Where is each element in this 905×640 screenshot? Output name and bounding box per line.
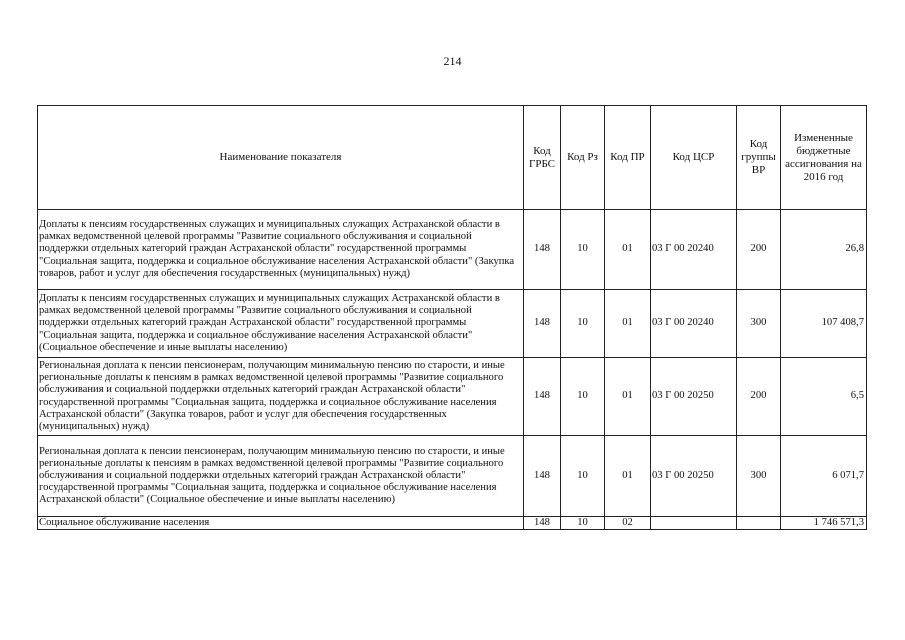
row-amount: 26,8 — [781, 210, 867, 290]
page-number: 214 — [443, 54, 462, 68]
table-row — [38, 436, 867, 517]
row-name: Доплаты к пенсиям государственных служащих и муниципальных служащих Астраханской области в рамках ведомственной целевой программы "Развитие социального обслуживания и социальной поддержки отдельных категорий граждан Астраханской области" государственной программы "Социальная защита, поддержка и социальное обслуживание населения Астраханской области" (Социальное обеспечение и иные выплаты населению) — [38, 290, 524, 358]
row-name: Социальное обслуживание населения — [38, 517, 524, 530]
row-name: Доплаты к пенсиям государственных служащих и муниципальных служащих Астраханской области в рамках ведомственной целевой программы "Развитие социального обслуживания и социальной поддержки отдельных категорий граждан Астраханской области" государственной программы "Социальная защита, поддержка и социальное обслуживание населения Астраханской области" (Закупка товаров, работ и услуг для обеспечения государственных (муниципальных) нужд) — [38, 210, 524, 290]
row-rz: 10 — [561, 436, 605, 517]
table-row — [38, 210, 867, 290]
row-amount: 6 071,7 — [781, 436, 867, 517]
row-pr: 01 — [605, 290, 651, 358]
row-amount: 107 408,7 — [781, 290, 867, 358]
row-vr: 300 — [737, 436, 781, 517]
row-pr: 01 — [605, 210, 651, 290]
table-header-row — [38, 106, 867, 210]
row-grbs: 148 — [524, 210, 561, 290]
row-vr: 200 — [737, 210, 781, 290]
table-row — [38, 517, 867, 530]
header-amount: Измененные бюджетные ассигнования на 2016 год — [781, 106, 867, 210]
row-rz: 10 — [561, 517, 605, 530]
row-name: Региональная доплата к пенсии пенсионерам, получающим минимальную пенсию по старости, и иные региональные доплаты к пенсиям в рамках ведомственной целевой программы "Развитие социального обслуживания и социальной поддержки отдельных категорий граждан Астраханской области" государственной программы "Социальная защита, поддержка и социальное обслуживание населения Астраханской области" (Социальное обеспечение и иные выплаты населению) — [38, 436, 524, 517]
row-amount: 6,5 — [781, 358, 867, 436]
budget-allocation-table — [37, 105, 867, 530]
row-vr: 300 — [737, 290, 781, 358]
row-csr: 03 Г 00 20240 — [651, 290, 737, 358]
row-name: Региональная доплата к пенсии пенсионерам, получающим минимальную пенсию по старости, и иные региональные доплаты к пенсиям в рамках ведомственной целевой программы "Развитие социального обслуживания и социальной поддержки отдельных категорий граждан Астраханской области" государственной программы "Социальная защита, поддержка и социальное обслуживание населения Астраханской области" (Закупка товаров, работ и услуг для обеспечения государственных (муниципальных) нужд) — [38, 358, 524, 436]
row-grbs: 148 — [524, 517, 561, 530]
row-rz: 10 — [561, 290, 605, 358]
table-row — [38, 290, 867, 358]
row-vr — [737, 517, 781, 530]
row-vr: 200 — [737, 358, 781, 436]
header-rz: Код Рз — [561, 106, 605, 210]
table-row — [38, 358, 867, 436]
row-grbs: 148 — [524, 290, 561, 358]
row-csr: 03 Г 00 20240 — [651, 210, 737, 290]
row-amount: 1 746 571,3 — [781, 517, 867, 530]
header-name: Наименование показателя — [38, 106, 524, 210]
header-pr: Код ПР — [605, 106, 651, 210]
row-pr: 01 — [605, 436, 651, 517]
row-grbs: 148 — [524, 358, 561, 436]
row-csr: 03 Г 00 20250 — [651, 358, 737, 436]
row-pr: 01 — [605, 358, 651, 436]
row-rz: 10 — [561, 210, 605, 290]
row-pr: 02 — [605, 517, 651, 530]
header-vr: Код группы ВР — [737, 106, 781, 210]
header-csr: Код ЦСР — [651, 106, 737, 210]
row-grbs: 148 — [524, 436, 561, 517]
row-csr — [651, 517, 737, 530]
header-grbs: Код ГРБС — [524, 106, 561, 210]
row-rz: 10 — [561, 358, 605, 436]
row-csr: 03 Г 00 20250 — [651, 436, 737, 517]
